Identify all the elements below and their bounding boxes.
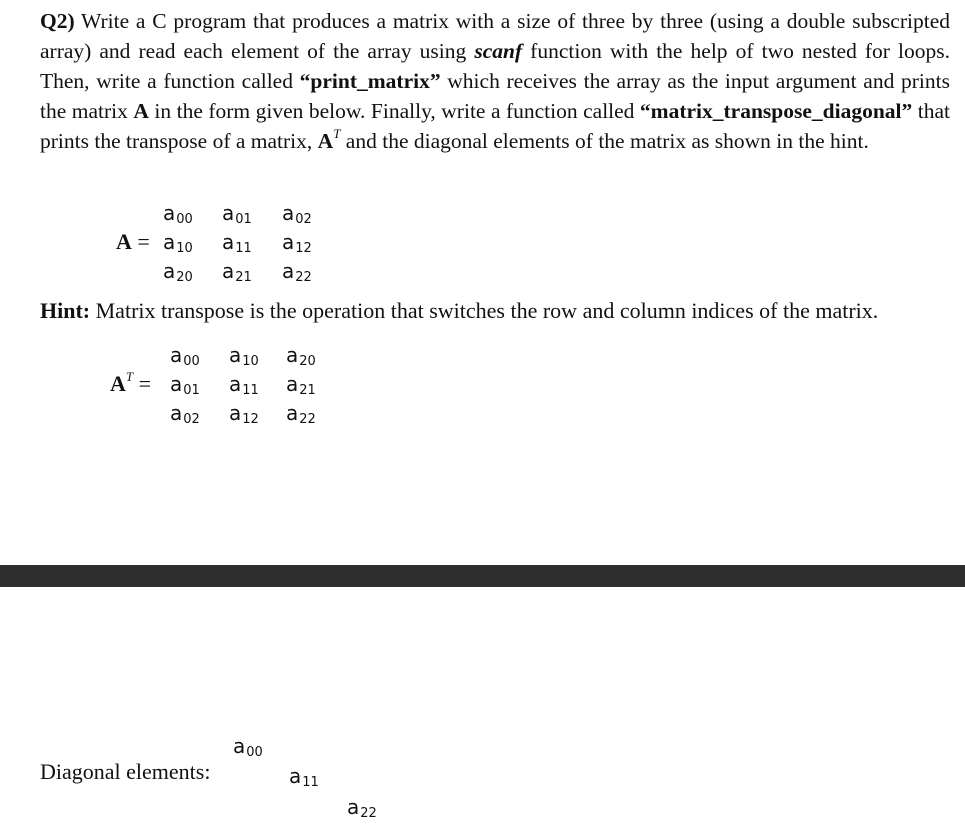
- question-number: Q2): [40, 9, 75, 33]
- matrix-a-element: $a_{10}$: [163, 230, 193, 256]
- diagonal-element: $a_{00}$: [233, 734, 263, 760]
- matrix-a-name: A: [133, 99, 149, 123]
- matrix-at-lhs-sup: T: [125, 368, 134, 384]
- hint-text: Matrix transpose is the operation that switches the row and column indices of the matrix.: [90, 298, 879, 323]
- question-part-3: which receives the array as the input argument and prints the matrix: [40, 69, 950, 123]
- matrix-at-element: $a_{22}$: [286, 401, 316, 427]
- matrix-a-lhs: [116, 229, 150, 255]
- question-part-2: function with the help of two nested for loops. Then, write a function called: [40, 39, 951, 93]
- matrix-at-equals: =: [133, 371, 152, 396]
- matrix-at-lhs-name: A: [110, 371, 126, 396]
- matrix-at-element: $a_{00}$: [170, 343, 200, 369]
- hint-label: Hint:: [40, 298, 91, 323]
- transpose-name: A: [317, 129, 334, 153]
- matrix-a-element: $a_{01}$: [222, 201, 252, 227]
- matrix-a-element: $a_{00}$: [163, 201, 193, 227]
- hint-line: [40, 298, 878, 324]
- print-matrix-name: “print_matrix”: [299, 69, 441, 93]
- matrix-a-element: $a_{12}$: [282, 230, 312, 256]
- matrix-a-element: $a_{22}$: [282, 259, 312, 285]
- matrix-at-element: $a_{11}$: [229, 372, 259, 398]
- matrix-at-element: $a_{21}$: [286, 372, 316, 398]
- matrix-at-element: $a_{20}$: [286, 343, 316, 369]
- question-text: [40, 6, 950, 156]
- divider-band: [0, 565, 965, 587]
- matrix-at-element: $a_{10}$: [229, 343, 259, 369]
- question-part-1: Write a C program that produces a matrix with a size of three by three (using a double subscripted array) and read each element of the array using: [40, 9, 950, 63]
- matrix-a-element: $a_{20}$: [163, 259, 193, 285]
- matrix-at-element: $a_{12}$: [229, 401, 259, 427]
- question-part-6: and the diagonal elements of the matrix as shown in the hint.: [340, 129, 869, 153]
- diagonal-label: Diagonal elements:: [40, 759, 211, 784]
- matrix-at-lhs: [110, 368, 152, 397]
- matrix-a-element: $a_{21}$: [222, 259, 252, 285]
- scanf-keyword: scanf: [474, 39, 523, 63]
- question-part-4: in the form given below. Finally, write a function called: [148, 99, 640, 123]
- matrix-a-lhs-name: A: [116, 229, 132, 254]
- question-part-5: that prints the transpose of a matrix,: [40, 99, 950, 153]
- transpose-function-name: “matrix_transpose_diagonal”: [639, 99, 913, 123]
- matrix-a-equals: =: [131, 229, 150, 254]
- diagonal-element: $a_{11}$: [289, 764, 319, 790]
- matrix-at-element: $a_{01}$: [170, 372, 200, 398]
- matrix-at-element: $a_{02}$: [170, 401, 200, 427]
- transpose-sup: T: [333, 125, 341, 141]
- diagonal-element: $a_{22}$: [347, 795, 377, 821]
- matrix-a-element: $a_{11}$: [222, 230, 252, 256]
- matrix-a-element: $a_{02}$: [282, 201, 312, 227]
